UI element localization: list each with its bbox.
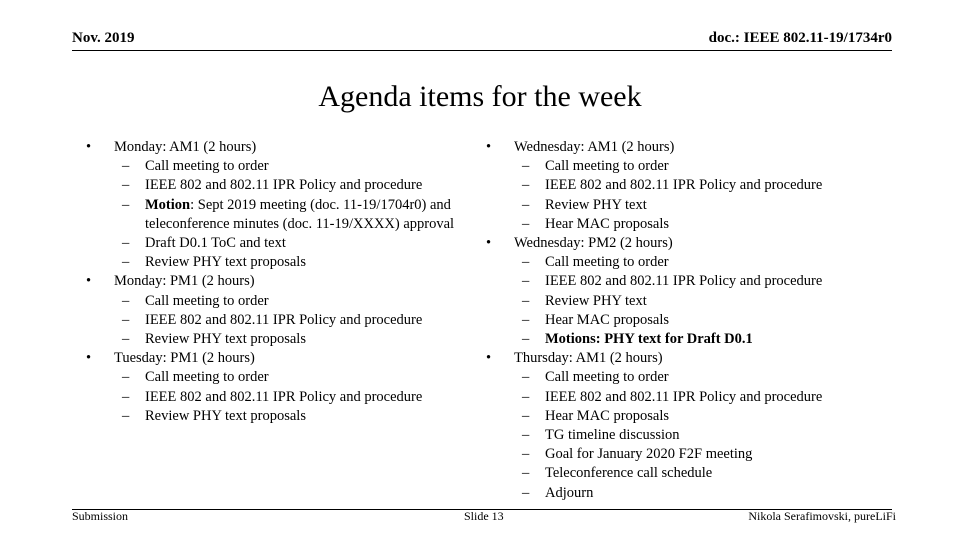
dash-marker: – [522,388,530,405]
agenda-subitem [486,176,906,195]
agenda-subitem [86,292,486,311]
footer-slide-number: Slide 13 [464,509,504,523]
agenda-subitem [86,196,486,234]
agenda-subitem [486,407,906,426]
subitem-text: Review PHY text [545,196,647,213]
bullet-marker: • [86,273,92,290]
agenda-subitem [486,388,906,407]
header-date: Nov. 2019 [72,30,135,46]
dash-marker: – [122,311,130,328]
subitem-text: Review PHY text proposals [145,331,306,348]
agenda-subitem [86,368,486,387]
agenda-subitem [86,311,486,330]
subitem-text: Review PHY text [545,292,647,309]
subitem-text: IEEE 802 and 802.11 IPR Policy and procedure [145,311,423,328]
dash-marker: – [522,254,530,271]
agenda-subitem [486,464,906,483]
subitem-text: TG timeline discussion [545,427,680,444]
dash-marker: – [122,254,130,271]
agenda-subitem [86,330,486,349]
dash-marker: – [522,484,530,501]
agenda-right-column [486,138,906,503]
footer-submission: Submission [72,509,129,523]
agenda-session [86,349,486,368]
bullet-marker: • [486,139,492,155]
dash-marker: – [522,177,530,194]
dash-marker: – [122,292,130,309]
session-heading: Wednesday: AM1 (2 hours) [514,139,675,155]
subitem-text: Hear MAC proposals [545,407,670,424]
agenda-subitem [486,484,906,503]
agenda-subitem [486,196,906,215]
agenda-session [86,138,486,157]
dash-marker: – [522,311,530,328]
agenda-subitem [86,234,486,253]
agenda-session [486,349,906,368]
session-heading: Tuesday: PM1 (2 hours) [114,350,255,367]
bullet-marker: • [86,139,92,155]
agenda-subitem [486,311,906,330]
subitem-text: Call meeting to order [545,158,669,175]
bullet-marker: • [486,350,492,367]
dash-marker: – [122,369,130,386]
subitem-bold-text: Motion [145,196,191,213]
dash-marker: – [122,196,130,213]
dash-marker: – [122,158,130,175]
footer-author: Nikola Serafimovski, pureLiFi [748,509,896,523]
agenda-subitem [486,426,906,445]
dash-marker: – [522,215,530,232]
subitem-text: Call meeting to order [545,369,669,386]
subitem-text: Hear MAC proposals [545,215,670,232]
subitem-bold-text: Motions: PHY text for Draft D0.1 [545,331,753,348]
agenda-subitem [486,157,906,176]
dash-marker: – [522,427,530,444]
dash-marker: – [522,369,530,386]
session-heading: Monday: PM1 (2 hours) [114,273,255,290]
dash-marker: – [522,331,530,348]
dash-marker: – [522,273,530,290]
agenda-session [486,234,906,253]
session-heading: Thursday: AM1 (2 hours) [514,350,663,367]
subitem-text: Adjourn [545,484,594,501]
subitem-text: Goal for January 2020 F2F meeting [545,446,753,463]
session-heading: Wednesday: PM2 (2 hours) [514,235,673,252]
agenda-subitem [486,215,906,234]
subitem-text: Call meeting to order [145,369,269,386]
dash-marker: – [122,177,130,194]
dash-marker: – [122,235,130,252]
dash-marker: – [522,407,530,424]
dash-marker: – [522,196,530,213]
agenda-subitem [86,253,486,272]
subitem-text: IEEE 802 and 802.11 IPR Policy and procedure [545,273,823,290]
header-doc-id: doc.: IEEE 802.11-19/1734r0 [708,30,892,46]
agenda-subitem [86,157,486,176]
agenda-left-column [86,138,486,426]
bullet-marker: • [486,235,492,252]
subitem-text: Teleconference call schedule [545,465,713,482]
dash-marker: – [522,446,530,463]
subitem-text: Call meeting to order [545,254,669,271]
dash-marker: – [522,465,530,482]
agenda-subitem [86,176,486,195]
subitem-text: IEEE 802 and 802.11 IPR Policy and procedure [145,388,423,405]
dash-marker: – [522,292,530,309]
agenda-subitem [486,292,906,311]
agenda-subitem [486,272,906,291]
agenda-session [86,272,486,291]
subitem-text: Review PHY text proposals [145,407,306,424]
dash-marker: – [522,158,530,175]
dash-marker: – [122,331,130,348]
subitem-text: IEEE 802 and 802.11 IPR Policy and procedure [545,177,823,194]
subitem-text: IEEE 802 and 802.11 IPR Policy and procedure [545,388,823,405]
bullet-marker: • [86,350,92,367]
dash-marker: – [122,388,130,405]
agenda-subitem [486,368,906,387]
agenda-subitem [86,407,486,426]
subitem-text: Call meeting to order [145,292,269,309]
session-heading: Monday: AM1 (2 hours) [114,139,257,155]
slide-title: Agenda items for the week [318,80,642,113]
agenda-subitem [486,253,906,272]
subitem-text: : Sept 2019 meeting (doc. 11-19/1704r0) and teleconference minutes (doc. 11-19/XXXX) approval [145,196,455,232]
agenda-subitem [86,388,486,407]
agenda-subitem [486,445,906,464]
agenda-subitem [486,330,906,349]
dash-marker: – [122,407,130,424]
subitem-text: Call meeting to order [145,158,269,175]
subitem-text: Hear MAC proposals [545,311,670,328]
subitem-text: Draft D0.1 ToC and text [145,235,286,252]
header-divider [72,50,892,51]
subitem-text: IEEE 802 and 802.11 IPR Policy and procedure [145,177,423,194]
subitem-text: Review PHY text proposals [145,254,306,271]
agenda-session [486,138,906,157]
